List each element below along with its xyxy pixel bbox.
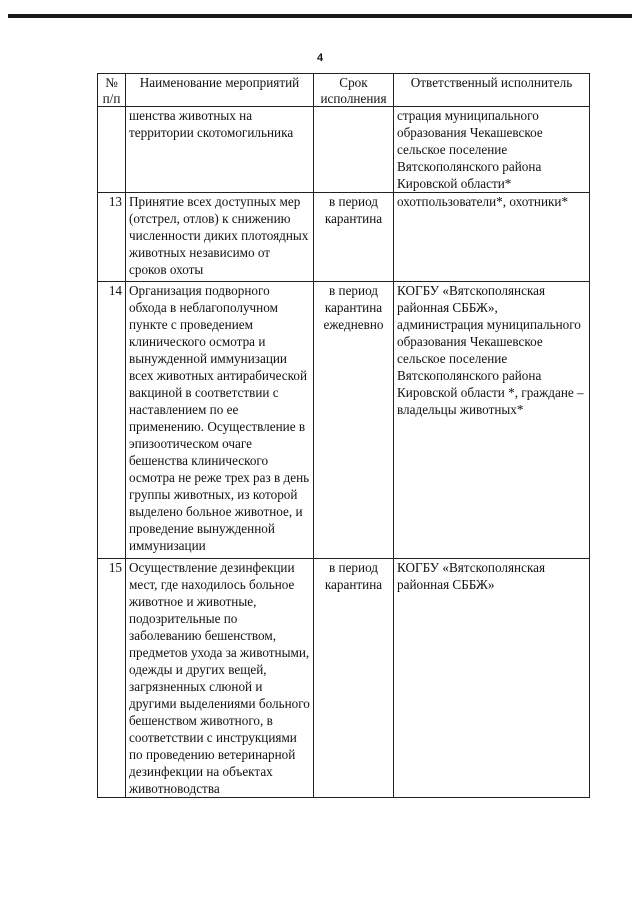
table-row (98, 107, 590, 193)
header-num: № п/п (98, 74, 126, 107)
row-term: в период карантина (314, 193, 394, 282)
table-row (98, 193, 590, 282)
top-border-rule (8, 14, 632, 18)
header-name: Наименование мероприятий (126, 74, 314, 107)
row-responsible: страция муниципального образования Чекашевское сельское поселение Вятскополянского района Кировской области* (394, 107, 590, 193)
row-num: 14 (98, 282, 126, 559)
header-responsible: Ответственный исполнитель (394, 74, 590, 107)
row-num: 15 (98, 559, 126, 798)
measures-table (97, 73, 590, 798)
header-term: Срок исполнения (314, 74, 394, 107)
row-responsible: охотпользователи*, охотники* (394, 193, 590, 282)
row-num (98, 107, 126, 193)
row-responsible: КОГБУ «Вятскополянская районная СББЖ» (394, 559, 590, 798)
row-name: Осуществление дезинфекции мест, где находилось больное животное и животные, подозрительные по заболеванию бешенством, предметов ухода за животными, одежды и других вещей, загрязненных слюной и другими выделениями больного бешенством животного, в соответствии с инструкциями по проведению ветеринарной дезинфекции на объектах животноводства (126, 559, 314, 798)
row-name: Организация подворного обхода в неблагополучном пункте с проведением клинического осмотра и вынужденной иммунизации всех животных антирабической вакциной в соответствии с наставлением по ее применению. Осуществление в эпизоотическом очаге бешенства клинического осмотра не реже трех раз в день группы животных, из которой выделено больное животное, и проведение вынужденной иммунизации (126, 282, 314, 559)
row-num: 13 (98, 193, 126, 282)
row-term: в период карантина (314, 559, 394, 798)
table-row (98, 282, 590, 559)
page-number: 4 (316, 52, 324, 64)
row-name: шенства животных на территории скотомогильника (126, 107, 314, 193)
table-header-row (98, 74, 590, 107)
row-name: Принятие всех доступных мер (отстрел, отлов) к снижению численности диких плотоядных животных независимо от сроков охоты (126, 193, 314, 282)
row-responsible: КОГБУ «Вятскополянская районная СББЖ», администрация муниципального образования Чекашевское сельское поселение Вятскополянского района Кировской области *, граждане – владельцы животных* (394, 282, 590, 559)
table-row (98, 559, 590, 798)
row-term (314, 107, 394, 193)
row-term: в период карантина ежедневно (314, 282, 394, 559)
